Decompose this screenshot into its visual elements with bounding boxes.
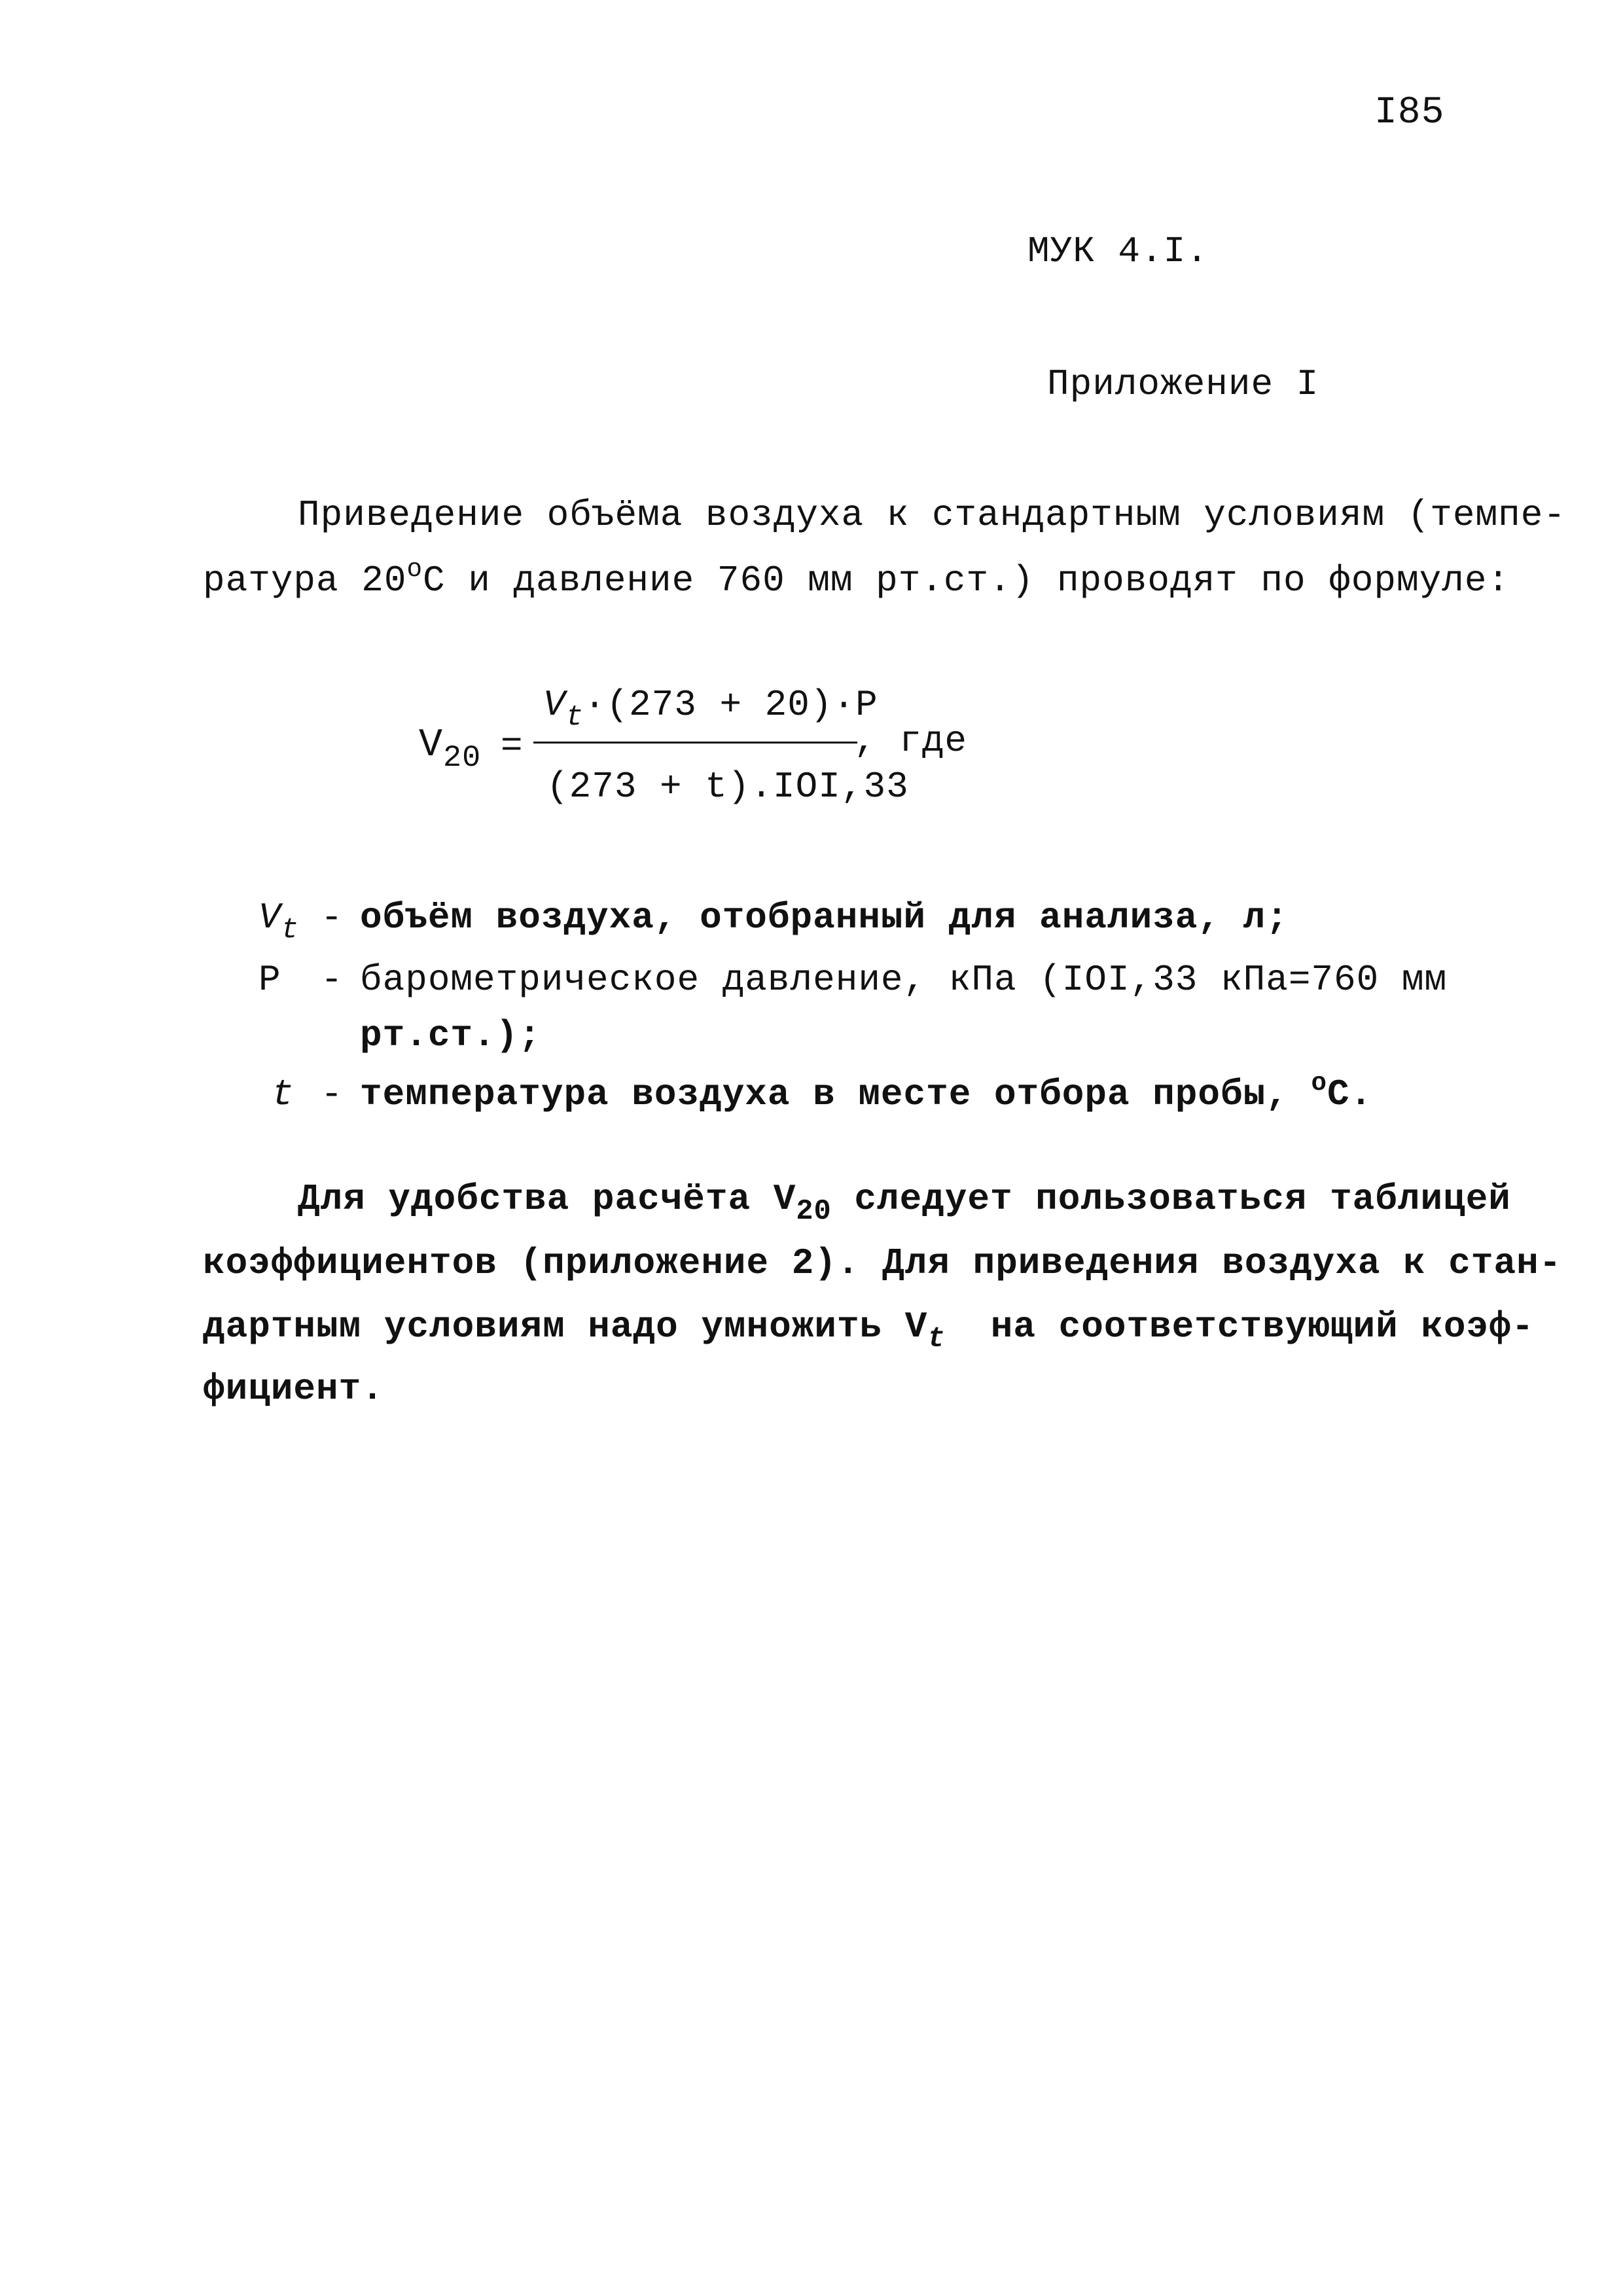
def-t-text <box>360 1068 1373 1115</box>
formula-lhs-v: V <box>419 723 444 768</box>
intro-line-2-pre: ратура 20 <box>203 560 407 601</box>
page-number: I85 <box>1374 92 1445 134</box>
para-l3-post: на соответствующий коэф- <box>945 1306 1535 1348</box>
def-p-sym: P <box>259 959 281 1001</box>
intro-line-2 <box>203 554 1510 601</box>
def-p-text: барометрическое давление, кПа (IOI,33 кПа=760 мм <box>360 959 1448 1001</box>
formula-equals: = <box>501 725 524 767</box>
degree-sign: о <box>406 554 423 584</box>
para-l1-post: следует пользоваться таблицей <box>831 1178 1511 1220</box>
formula-tail: , где <box>854 720 968 762</box>
numerator-v: V <box>543 684 566 726</box>
def-p-cont: рт.ст.); <box>360 1014 541 1056</box>
def-p-dash: - <box>321 959 344 1001</box>
fraction-bar <box>533 742 857 744</box>
para-line-1 <box>298 1178 1511 1229</box>
definition-v <box>259 897 299 947</box>
para-l3-pre: дартным условиям надо умножить V <box>203 1306 928 1348</box>
intro-line-1: Приведение объёма воздуха к стандартным условиям (темпе- <box>298 494 1566 536</box>
appendix-title: Приложение I <box>1047 363 1319 405</box>
numerator-sub: t <box>565 702 584 734</box>
formula-lhs <box>419 723 482 776</box>
numerator-rest: ·(273 + 20)·P <box>583 684 878 726</box>
para-l3-sub: t <box>927 1323 946 1356</box>
def-t-text-post: С. <box>1327 1073 1373 1115</box>
formula-denominator: (273 + t).IOI,33 <box>546 766 909 808</box>
formula-numerator <box>543 684 878 734</box>
def-v-sym: V <box>259 897 281 939</box>
para-line-2: коэффициентов (приложение 2). Для приведения воздуха к стан- <box>203 1242 1562 1284</box>
formula-lhs-sub: 20 <box>443 741 482 776</box>
def-t-degree: о <box>1311 1068 1327 1098</box>
def-t-text-pre: температура воздуха в месте отбора пробы, <box>360 1073 1311 1115</box>
def-v-text: объём воздуха, отобранный для анализа, л; <box>360 897 1289 939</box>
para-l1-sub: 20 <box>796 1196 832 1229</box>
intro-line-2-post: С и давление 760 мм рт.ст.) проводят по формуле: <box>422 560 1510 601</box>
def-t-sym: t <box>272 1073 294 1115</box>
para-l1-pre: Для удобства расчёта V <box>298 1178 796 1220</box>
def-v-sub: t <box>281 914 299 947</box>
document-code: МУК 4.I. <box>1027 230 1209 272</box>
def-v-dash: - <box>321 897 344 939</box>
def-t-dash: - <box>321 1073 344 1115</box>
para-line-4: фициент. <box>203 1368 384 1410</box>
para-line-3 <box>203 1306 1535 1356</box>
